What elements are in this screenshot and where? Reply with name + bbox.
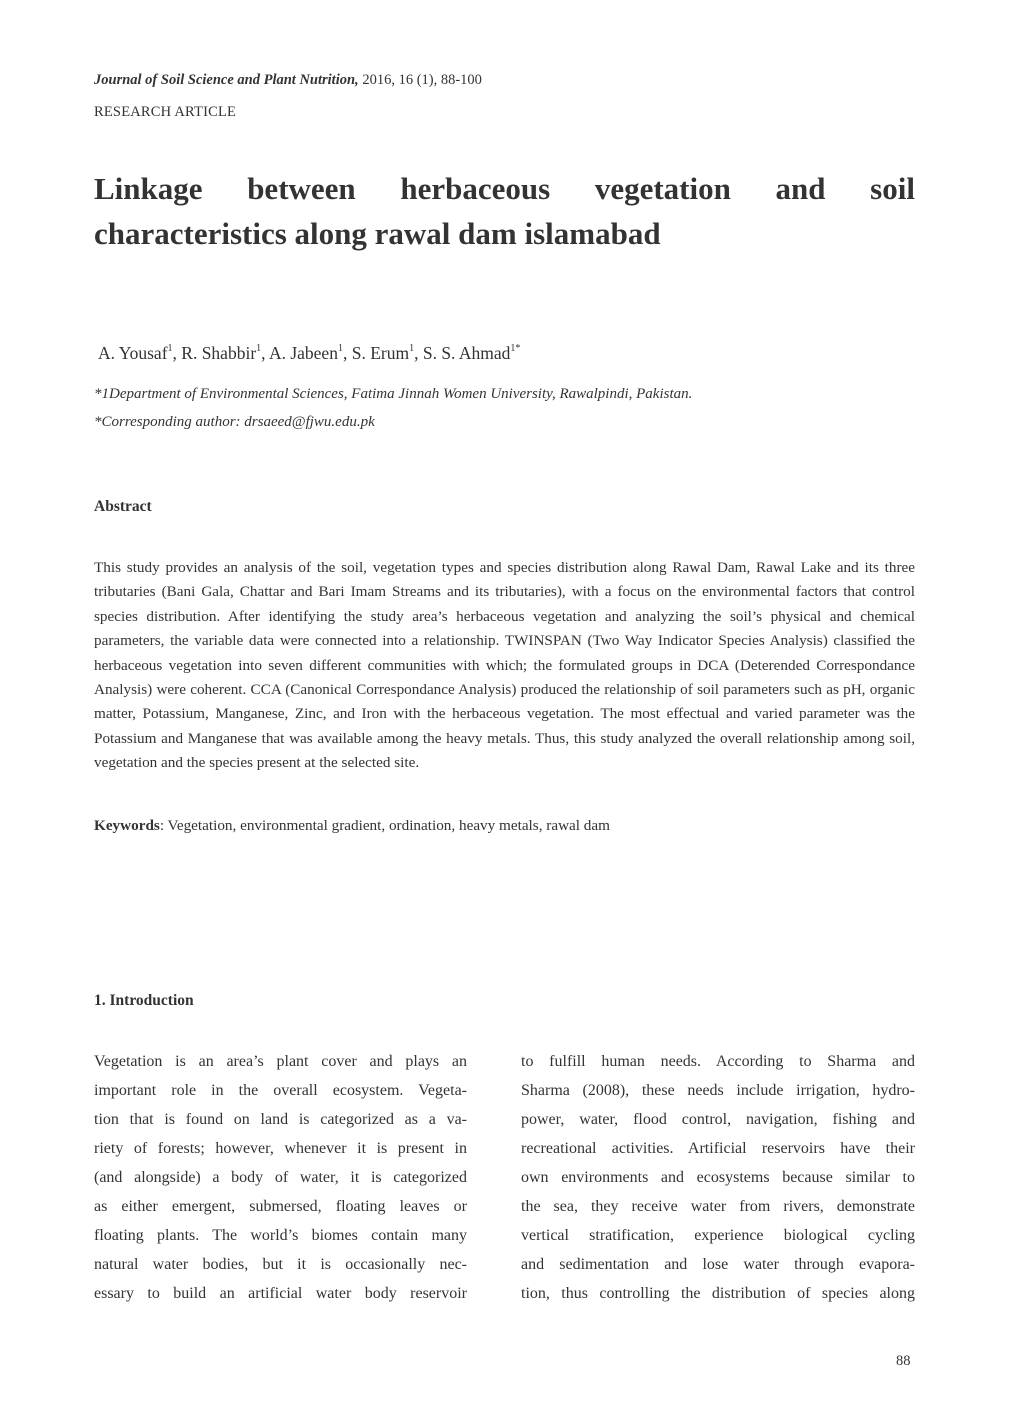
text-line: tion, thus controlling the distribution of species along: [521, 1285, 915, 1302]
journal-citation: [94, 72, 482, 89]
text-line: Vegetation is an area’s plant cover and plays an: [94, 1053, 467, 1070]
keywords: [94, 817, 610, 835]
keywords-text: : Vegetation, environmental gradient, ordination, heavy metals, rawal dam: [159, 817, 610, 834]
text-line: vertical stratification, experience biological cycling: [521, 1227, 915, 1244]
text-line: and sedimentation and lose water through evapora-: [521, 1256, 915, 1273]
keywords-label: Keywords: [94, 817, 160, 834]
corresponding-author: *Corresponding author: drsaeed@fjwu.edu.pk: [94, 414, 375, 430]
introduction-heading: 1. Introduction: [94, 992, 194, 1009]
abstract-text: This study provides an analysis of the soil, vegetation types and species distribution along Rawal Dam, Rawal Lake and its three tributaries (Bani Gala, Chattar and Bari Imam Streams and its tributaries), with a focus on the environmental factors that control species distribution. After identifying the study area’s herbaceous vegetation and analyzing the soil’s physical and chemical parameters, the variable data were connected into a relationship. TWINSPAN (Two Way Indicator Species Analysis) classified the herbaceous vegetation into seven different communities with which; the formulated groups in DCA (Deterended Correspondance Analysis) were coherent. CCA (Canonical Correspondance Analysis) produced the relationship of soil parameters such as pH, organic matter, Potassium, Manganese, Zinc, and Iron with the herbaceous vegetation. The most effectual and varied parameter was the Potassium and Manganese that was available among the heavy metals. Thus, this study analyzed the overall relationship among soil, vegetation and the species present at the selected site.: [94, 559, 915, 772]
journal-name: Journal of Soil Science and Plant Nutrition,: [94, 72, 359, 88]
journal-details: 2016, 16 (1), 88-100: [358, 72, 482, 88]
introduction-column-right: [521, 1047, 915, 1308]
author-affiliation-mark: 1*: [510, 343, 521, 354]
text-line: recreational activities. Artificial reservoirs have their: [521, 1140, 915, 1157]
author-name: A. Jabeen: [268, 343, 338, 363]
author-name: R. Shabbir: [181, 343, 257, 363]
author-affiliation-mark: 1: [337, 343, 343, 354]
title-line-2: characteristics along rawal dam islamabad: [94, 216, 661, 251]
title-word: Linkage: [94, 171, 203, 206]
author-name: S. S. Ahmad: [422, 343, 511, 363]
title-word: soil: [870, 171, 915, 206]
title-line-1: [94, 166, 915, 211]
text-line: essary to build an artificial water body reservoir: [94, 1285, 467, 1302]
author-affiliation-mark: 1: [409, 343, 415, 354]
text-line: power, water, flood control, navigation, fishing and: [521, 1111, 915, 1128]
title-word: and: [775, 171, 826, 206]
text-line: floating plants. The world’s biomes contain many: [94, 1227, 467, 1244]
text-line: tion that is found on land is categorized as a va-: [94, 1111, 467, 1128]
author-affiliation-mark: 1: [167, 343, 173, 354]
text-line: riety of forests; however, whenever it is present in: [94, 1140, 467, 1157]
text-line: Sharma (2008), these needs include irrigation, hydro-: [521, 1082, 915, 1099]
text-line: the sea, they receive water from rivers, demonstrate: [521, 1198, 915, 1215]
text-line: own environments and ecosystems because similar to: [521, 1169, 915, 1186]
text-line: as either emergent, submersed, floating leaves or: [94, 1198, 467, 1215]
text-line: (and alongside) a body of water, it is categorized: [94, 1169, 467, 1186]
article-type: RESEARCH ARTICLE: [94, 104, 237, 120]
article-title: [94, 166, 915, 256]
title-word: between: [247, 171, 356, 206]
author-name: S. Erum: [351, 343, 410, 363]
author-name: A. Yousaf: [98, 343, 168, 363]
author-list: A. Yousaf$^1$, R. Shabbir$^1$, A. Jabeen$^1$, S. Erum$^1$, S. S. Ahmad$^{1*}$: [98, 343, 521, 363]
title-word: herbaceous: [400, 171, 551, 206]
text-line: important role in the overall ecosystem. Vegeta-: [94, 1082, 467, 1099]
title-word: vegetation: [594, 171, 731, 206]
abstract-heading: Abstract: [94, 498, 152, 515]
introduction-column-left: [94, 1047, 467, 1308]
author-affiliation-mark: 1: [256, 343, 262, 354]
text-line: to fulfill human needs. According to Sharma and: [521, 1053, 915, 1070]
affiliation: *1Department of Environmental Sciences, Fatima Jinnah Women University, Rawalpindi, Pakistan.: [94, 386, 693, 402]
text-line: natural water bodies, but it is occasionally nec-: [94, 1256, 467, 1273]
page-number: 88: [896, 1353, 911, 1369]
